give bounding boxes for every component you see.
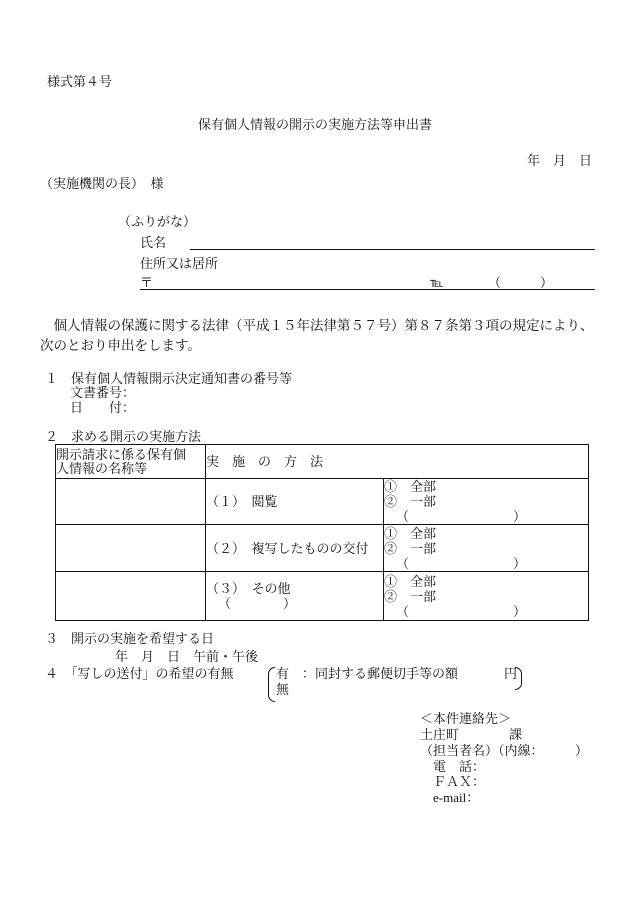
notice-date-label: 日 付：: [70, 400, 136, 415]
option-detail-blank: （ ）: [396, 509, 527, 524]
scope-cell: [384, 479, 589, 525]
record-name-cell: [56, 572, 206, 621]
option-partial: ② 一部: [384, 588, 437, 604]
preferred-date-time: 年 月 日 午前・午後: [115, 649, 259, 664]
contact-heading: ＜本件連絡先＞: [420, 711, 512, 726]
name-underline: [190, 249, 595, 250]
table-header-row: [56, 445, 589, 479]
right-bracket: [515, 667, 522, 690]
section2-heading: ２ 求める開示の実施方法: [45, 429, 202, 444]
contact-fax-label: ＦＡＸ：: [433, 774, 486, 789]
option-all: ① 全部: [384, 479, 437, 494]
section4-heading: ４ 「写しの送付」の希望の有無: [45, 666, 234, 681]
method-label: （３） その他: [206, 581, 291, 596]
document-number-label: 文書番号：: [70, 385, 136, 400]
form-number: 様式第４号: [47, 74, 113, 89]
option-all: ① 全部: [384, 573, 437, 589]
section3-heading: ３ 開示の実施を希望する日: [45, 631, 215, 646]
option-no: 無: [276, 682, 290, 697]
address-underline: [140, 289, 595, 290]
contact-email-label: e-mail：: [433, 790, 480, 805]
postal-mark: 〒: [140, 275, 154, 290]
furigana-label: （ふりがな）: [118, 214, 197, 229]
table-row: [56, 525, 589, 572]
name-label: 氏名: [140, 235, 167, 250]
form-title: 保有個人情報の開示の実施方法等申出書: [197, 117, 432, 132]
address-label: 住所又は居所: [140, 256, 219, 271]
option-partial: ② 一部: [384, 540, 437, 556]
contact-department-suffix: 課: [509, 727, 523, 742]
tel-parens: （ ）: [488, 275, 554, 290]
disclosure-method-table: [55, 444, 589, 621]
option-partial: ② 一部: [384, 494, 437, 509]
option-all: ① 全部: [384, 525, 437, 541]
tel-icon: ℡: [430, 275, 444, 290]
submission-date: 年 月 日: [527, 153, 593, 168]
method-note-blank: （ ）: [218, 596, 297, 611]
option-detail-blank: （ ）: [396, 603, 527, 619]
contact-extension-close: ）: [575, 743, 589, 758]
record-name-cell: [56, 525, 206, 572]
method-cell: [206, 479, 384, 525]
addressee: （実施機関の長） 様: [40, 176, 164, 191]
scope-cell: [384, 525, 589, 572]
method-cell: [206, 525, 384, 572]
option-detail-blank: （ ）: [396, 555, 527, 571]
table-row: [56, 572, 589, 621]
contact-phone-label: 電 話：: [433, 759, 486, 774]
scope-cell: [384, 572, 589, 621]
option-yes: 有 ：同封する郵便切手等の額: [276, 666, 459, 681]
copy-delivery-options: [268, 666, 524, 704]
contact-staff-extension: （担当者名）（内線：: [420, 743, 544, 758]
intro-line: 次のとおり申出をします。: [40, 338, 201, 353]
method-label: （１） 閲覧: [206, 494, 278, 509]
yen-unit: 円: [504, 666, 518, 681]
contact-town: 土庄町: [420, 727, 460, 742]
method-label: （２） 複写したものの交付: [206, 540, 369, 556]
header-record-name-line: 開示請求に係る保有個: [56, 446, 187, 462]
intro-line: 個人情報の保護に関する法律（平成１５年法律第５７号）第８７条第３項の規定により、: [40, 318, 594, 333]
header-record-name: [56, 445, 206, 479]
section1-heading: １ 保有個人情報開示決定通知書の番号等: [45, 371, 293, 386]
header-method: 実 施 の 方 法: [206, 445, 589, 479]
left-bracket: [268, 667, 275, 702]
header-record-name-line: 人情報の名称等: [56, 460, 148, 476]
table-row: [56, 479, 589, 525]
record-name-cell: [56, 479, 206, 525]
method-cell: [206, 572, 384, 621]
